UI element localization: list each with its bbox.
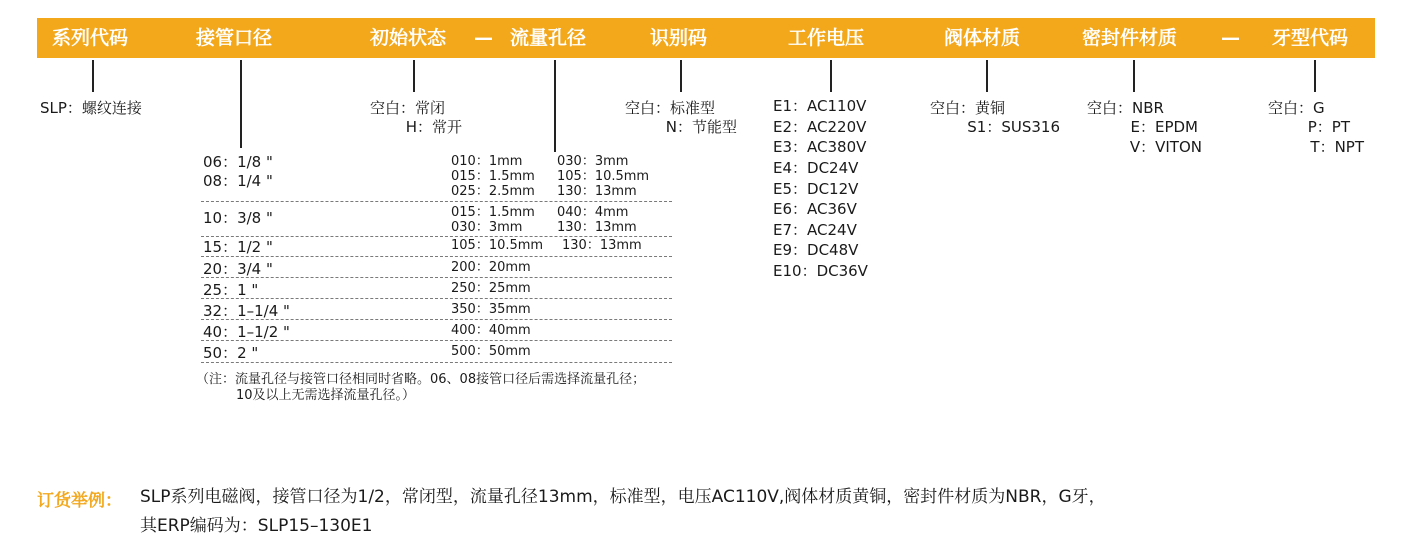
size-20: 20：3/4 " xyxy=(203,260,273,278)
flow-105: 105：10.5mm xyxy=(557,169,650,184)
voltage-option-7: E7：AC24V xyxy=(773,221,857,239)
connector-id-code xyxy=(680,60,682,92)
voltage-option-5: E5：DC12V xyxy=(773,180,859,198)
header-seal-material: 密封件材质 xyxy=(1082,27,1178,49)
row-divider xyxy=(201,298,672,299)
seal-material-option-3: V：VITON xyxy=(1129,138,1202,156)
flow-130: 130：13mm xyxy=(557,184,637,199)
header-voltage: 工作电压 xyxy=(788,27,865,49)
flow-030-b: 030：3mm xyxy=(451,220,523,235)
size-32: 32：1–1/4 " xyxy=(203,302,290,320)
header-series-code: 系列代码 xyxy=(52,27,129,49)
header-body-material: 阀体材质 xyxy=(944,27,1021,49)
size-40: 40：1–1/2 " xyxy=(203,323,290,341)
voltage-option-3: E3：AC380V xyxy=(773,138,867,156)
connector-seal-material xyxy=(1133,60,1135,92)
flow-015-b: 015：1.5mm xyxy=(451,205,535,220)
header-initial-state: 初始状态 xyxy=(370,27,447,49)
thread-option-2: P：PT xyxy=(1307,118,1350,136)
flow-200: 200：20mm xyxy=(451,260,531,275)
flow-030: 030：3mm xyxy=(557,154,629,169)
size-08: 08：1/4 " xyxy=(203,172,273,190)
voltage-option-8: E9：DC48V xyxy=(773,241,859,259)
flow-130-b: 130：13mm xyxy=(557,220,637,235)
initial-state-option-1: 空白：常闭 xyxy=(370,99,446,117)
flow-400: 400：40mm xyxy=(451,323,531,338)
header-flow-bore: 流量孔径 xyxy=(510,27,587,49)
row-divider xyxy=(201,340,672,341)
example-line-1: SLP系列电磁阀，接管口径为1/2，常闭型，流量孔径13mm，标准型，电压AC110V,阀体材质黄铜，密封件材质为NBR，G牙， xyxy=(140,487,1106,507)
connector-thread-code xyxy=(1314,60,1316,92)
example-line-2: 其ERP编码为：SLP15–130E1 xyxy=(140,516,373,536)
voltage-option-9: E10：DC36V xyxy=(773,262,868,280)
row-divider xyxy=(201,201,672,202)
initial-state-option-2: H：常开 xyxy=(405,118,462,136)
connector-pipe-diameter xyxy=(240,60,242,148)
seal-material-option-2: E：EPDM xyxy=(1130,118,1198,136)
row-divider xyxy=(201,362,672,363)
header-dash-2: — xyxy=(1221,27,1240,49)
size-10: 10：3/8 " xyxy=(203,209,273,227)
row-divider xyxy=(201,256,672,257)
thread-option-1: 空白：G xyxy=(1268,99,1325,117)
header-pipe-diameter: 接管口径 xyxy=(196,27,273,49)
voltage-option-6: E6：AC36V xyxy=(773,200,857,218)
header-id-code: 识别码 xyxy=(650,27,708,49)
connector-voltage xyxy=(830,60,832,92)
header-thread-code: 牙型代码 xyxy=(1272,27,1349,49)
flow-500: 500：50mm xyxy=(451,344,531,359)
size-25: 25：1 " xyxy=(203,281,259,299)
note-line-2: 10及以上无需选择流量孔径。） xyxy=(236,388,416,403)
row-divider xyxy=(201,319,672,320)
connector-series xyxy=(92,60,94,92)
size-50: 50：2 " xyxy=(203,344,259,362)
connector-body-material xyxy=(986,60,988,92)
voltage-option-1: E1：AC110V xyxy=(773,97,867,115)
thread-option-3: T：NPT xyxy=(1310,138,1364,156)
flow-015: 015：1.5mm xyxy=(451,169,535,184)
id-code-option-2: N：节能型 xyxy=(665,118,737,136)
flow-010: 010：1mm xyxy=(451,154,523,169)
size-15: 15：1/2 " xyxy=(203,238,273,256)
flow-105-b: 105：10.5mm xyxy=(451,238,544,253)
flow-025: 025：2.5mm xyxy=(451,184,535,199)
flow-130-c: 130：13mm xyxy=(562,238,642,253)
header-dash-1: — xyxy=(474,27,493,49)
example-label: 订货举例： xyxy=(37,491,122,511)
note-line-1: （注：流量孔径与接管口径相同时省略。06、08接管口径后需选择流量孔径； xyxy=(196,372,646,387)
connector-flow-bore xyxy=(554,60,556,152)
flow-250: 250：25mm xyxy=(451,281,531,296)
id-code-option-1: 空白：标准型 xyxy=(625,99,716,117)
flow-040: 040：4mm xyxy=(557,205,629,220)
size-06: 06：1/8 " xyxy=(203,153,273,171)
series-option: SLP：螺纹连接 xyxy=(40,99,142,117)
seal-material-option-1: 空白：NBR xyxy=(1087,99,1164,117)
row-divider xyxy=(201,236,672,237)
row-divider xyxy=(201,277,672,278)
connector-initial-state xyxy=(413,60,415,92)
voltage-option-2: E2：AC220V xyxy=(773,118,867,136)
body-material-option-2: S1：SUS316 xyxy=(967,118,1060,136)
flow-350: 350：35mm xyxy=(451,302,531,317)
body-material-option-1: 空白：黄铜 xyxy=(930,99,1006,117)
voltage-option-4: E4：DC24V xyxy=(773,159,859,177)
